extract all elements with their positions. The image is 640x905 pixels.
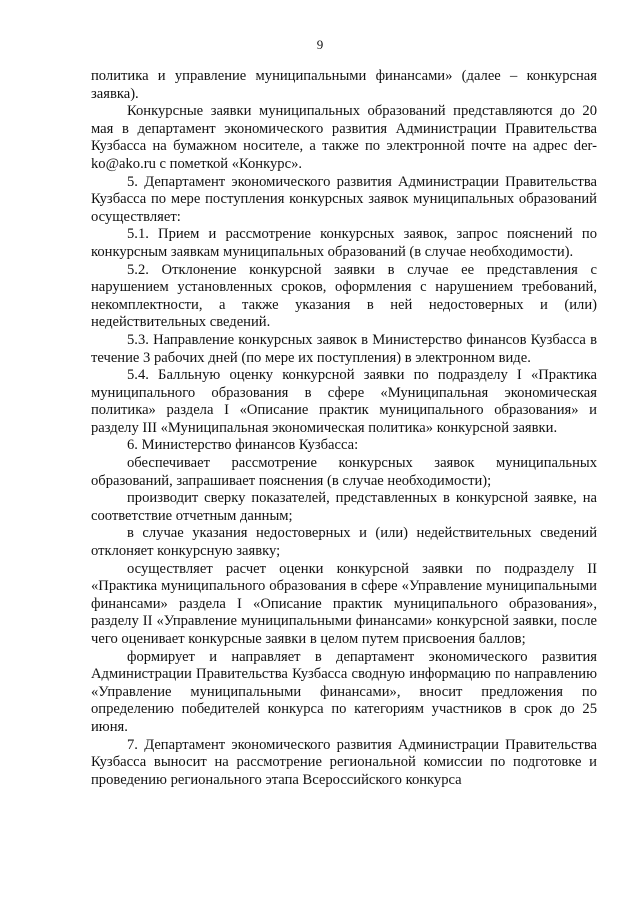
paragraph: обеспечивает рассмотрение конкурсных заявок муниципальных образований, запрашивает пояснения (в случае необходимости); xyxy=(91,455,597,489)
paragraph: в случае указания недостоверных и (или) недействительных сведений отклоняет конкурсную заявку; xyxy=(91,525,597,560)
paragraph: 5. Департамент экономического развития Администрации Правительства Кузбасса по мере поступления конкурсных заявок муниципальных образований осуществляет: xyxy=(91,173,597,225)
paragraph: 5.1. Прием и рассмотрение конкурсных заявок, запрос пояснений по конкурсным заявкам муниципальных образований (в случае необходимости). xyxy=(91,226,597,260)
paragraph: формирует и направляет в департамент экономического развития Администрации Правительства Кузбасса сводную информацию по направлению «Управление муниципальными финансами», вносит предложения по определению победителей конкурса по категориям участников в срок до 25 июня. xyxy=(91,648,597,735)
paragraph: 5.2. Отклонение конкурсной заявки в случае ее представления с нарушением установленных сроков, оформления с нарушением требований, некомплектности, а также указания в ней недостоверных и (или) недействительных сведений. xyxy=(91,261,597,331)
paragraph: 5.3. Направление конкурсных заявок в Министерство финансов Кузбасса в течение 3 рабочих дней (по мере их поступления) в электронном виде. xyxy=(91,331,597,366)
page-number: 9 xyxy=(316,37,324,52)
paragraph: 5.4. Балльную оценку конкурсной заявки по подразделу I «Практика муниципального образования в сфере «Муниципальная экономическая политика» раздела I «Описание практик муниципального образования» и разделу III «Муниципальная экономическая политика» конкурсной заявки. xyxy=(91,367,597,436)
paragraph: Конкурсные заявки муниципальных образований представляются до 20 мая в департамент экономического развития Администрации Правительства Кузбасса на бумажном носителе, а также по электронной почте на адрес der-ko@ako.ru с пометкой «Конкурс». xyxy=(91,103,597,172)
paragraph: 6. Министерство финансов Кузбасса: xyxy=(127,437,359,454)
paragraph: производит сверку показателей, представленных в конкурсной заявке, на соответствие отчетным данным; xyxy=(91,490,597,524)
paragraph: политика и управление муниципальными финансами» (далее – конкурсная заявка). xyxy=(91,68,597,102)
paragraph: 7. Департамент экономического развития Администрации Правительства Кузбасса выносит на рассмотрение региональной комиссии по подготовке и проведению регионального этапа Всероссийского конкурса xyxy=(91,736,597,788)
document-body xyxy=(91,68,597,789)
paragraph: осуществляет расчет оценки конкурсной заявки по подразделу II «Практика муниципального образования в сфере «Управление муниципальными финансами» раздела I «Описание практик муниципального образования», разделу II «Управление муниципальными финансами» конкурсной заявки, после чего оценивает конкурсные заявки в целом путем присвоения баллов; xyxy=(91,560,597,647)
